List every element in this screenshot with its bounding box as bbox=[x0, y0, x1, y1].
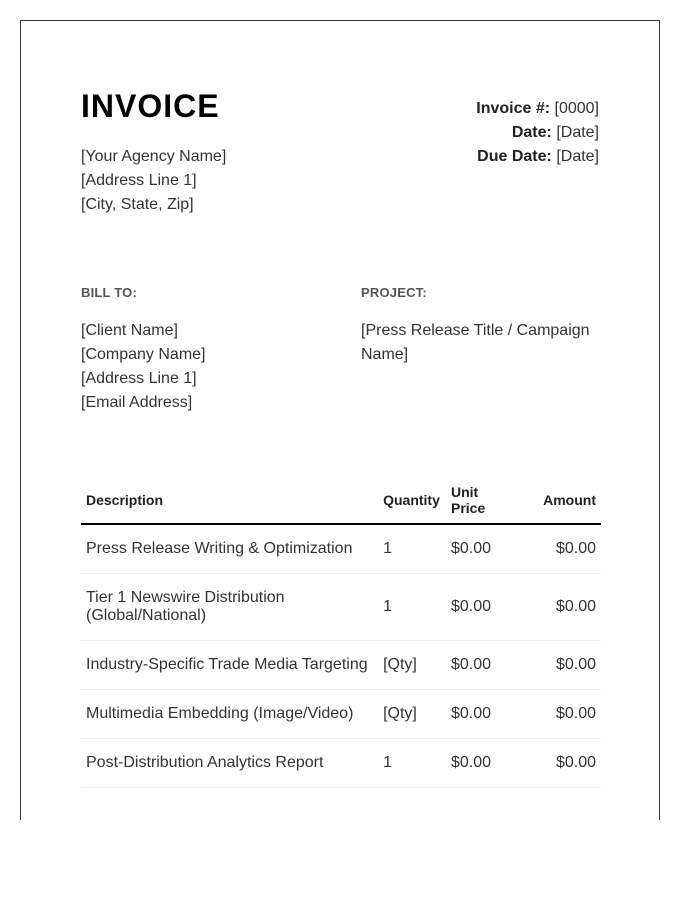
agency-name: [Your Agency Name] bbox=[81, 148, 227, 165]
project-name-line-2: Name] bbox=[361, 346, 409, 363]
due-date-label: Due Date: bbox=[477, 148, 552, 165]
table-row bbox=[81, 690, 601, 739]
project-label: PROJECT: bbox=[361, 285, 427, 300]
table-row bbox=[81, 574, 601, 641]
header-quantity: Quantity bbox=[378, 477, 446, 524]
invoice-number-label: Invoice #: bbox=[476, 100, 551, 117]
row-quantity: [Qty] bbox=[378, 690, 446, 739]
due-date-value: [Date] bbox=[556, 148, 599, 165]
table-header-row bbox=[81, 477, 601, 524]
invoice-number-row bbox=[476, 97, 599, 121]
project-name-line-1: [Press Release Title / Campaign bbox=[361, 322, 590, 339]
client-email: [Email Address] bbox=[81, 394, 193, 411]
line-items-table bbox=[81, 477, 601, 788]
agency-city-state-zip: [City, State, Zip] bbox=[81, 196, 194, 213]
invoice-meta bbox=[476, 97, 599, 169]
row-amount: $0.00 bbox=[518, 690, 601, 739]
row-amount: $0.00 bbox=[518, 641, 601, 690]
row-unit-price: $0.00 bbox=[446, 641, 518, 690]
row-unit-price: $0.00 bbox=[446, 524, 518, 574]
row-amount: $0.00 bbox=[518, 524, 601, 574]
client-address-line: [Address Line 1] bbox=[81, 370, 197, 387]
invoice-date-row bbox=[476, 121, 599, 145]
company-name: [Company Name] bbox=[81, 346, 206, 363]
row-description bbox=[81, 574, 378, 641]
due-date-row bbox=[476, 145, 599, 169]
row-quantity: 1 bbox=[378, 739, 446, 788]
project-name bbox=[361, 319, 611, 367]
row-description: Multimedia Embedding (Image/Video) bbox=[81, 690, 378, 739]
row-description-line-1: Tier 1 Newswire Distribution bbox=[86, 589, 285, 606]
invoice-title: INVOICE bbox=[81, 88, 220, 124]
agency-address-line: [Address Line 1] bbox=[81, 172, 197, 189]
bill-to-address bbox=[81, 319, 206, 415]
row-description-line-2: (Global/National) bbox=[86, 607, 207, 624]
row-amount: $0.00 bbox=[518, 574, 601, 641]
row-unit-price: $0.00 bbox=[446, 739, 518, 788]
header-description: Description bbox=[81, 477, 378, 524]
row-description: Post-Distribution Analytics Report bbox=[81, 739, 378, 788]
row-quantity: 1 bbox=[378, 574, 446, 641]
invoice-date-value: [Date] bbox=[556, 124, 599, 141]
header-unit-price bbox=[446, 477, 518, 524]
table-row bbox=[81, 641, 601, 690]
header-amount: Amount bbox=[518, 477, 601, 524]
invoice-page bbox=[20, 20, 660, 820]
row-description: Press Release Writing & Optimization bbox=[81, 524, 378, 574]
table-row bbox=[81, 739, 601, 788]
bill-to-label: BILL TO: bbox=[81, 285, 138, 300]
row-quantity: [Qty] bbox=[378, 641, 446, 690]
client-name: [Client Name] bbox=[81, 322, 178, 339]
row-quantity: 1 bbox=[378, 524, 446, 574]
invoice-date-label: Date: bbox=[511, 124, 552, 141]
invoice-number-value: [0000] bbox=[554, 100, 599, 117]
table-row bbox=[81, 524, 601, 574]
row-description: Industry-Specific Trade Media Targeting bbox=[81, 641, 378, 690]
agency-address bbox=[81, 145, 226, 217]
row-amount: $0.00 bbox=[518, 739, 601, 788]
row-unit-price: $0.00 bbox=[446, 574, 518, 641]
row-unit-price: $0.00 bbox=[446, 690, 518, 739]
header-unit-price-line-1: Unit bbox=[450, 484, 479, 500]
header-unit-price-line-2: Price bbox=[450, 500, 486, 516]
